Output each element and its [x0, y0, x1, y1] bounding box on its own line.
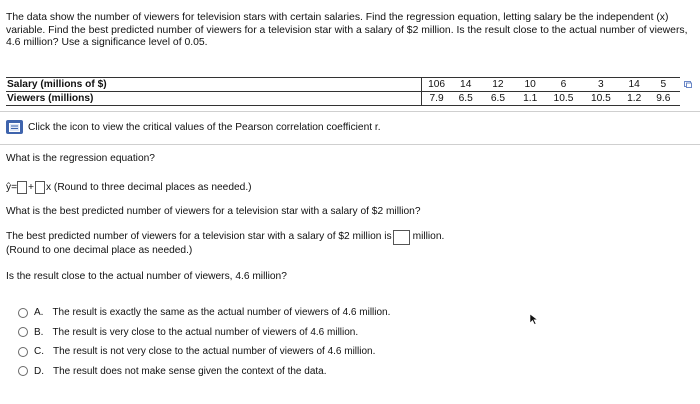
section-divider [0, 111, 700, 112]
viewers-row-label: Viewers (millions) [6, 92, 422, 106]
radio-a[interactable] [18, 308, 28, 318]
problem-statement: The data show the number of viewers for television stars with certain salaries. Find the regression equation, letting salary be the independent (x) variable. Find the best predicted number of viewers for a television star with a salary of $2 million. Is the result close to the actual number of viewers, 4.6 million? Use a significance level of 0.05. [6, 12, 688, 49]
prediction-input[interactable] [393, 230, 410, 245]
mouse-cursor-icon [529, 313, 539, 325]
plus-sign: + [28, 181, 34, 193]
data-table [6, 77, 680, 106]
salary-cell: 14 [451, 78, 480, 92]
answer-suffix: million. [412, 231, 445, 243]
intercept-input[interactable] [17, 181, 27, 194]
option-c[interactable] [18, 342, 390, 362]
answer-options [18, 303, 390, 381]
salary-cell: 14 [620, 78, 649, 92]
radio-d[interactable] [18, 366, 28, 376]
option-letter: A. [34, 307, 44, 319]
equals-sign: = [11, 181, 18, 193]
salary-cell: 5 [649, 78, 680, 92]
hint-row [6, 119, 381, 135]
viewers-cell: 1.2 [620, 92, 649, 106]
option-letter: D. [34, 365, 44, 377]
viewers-cell: 7.9 [422, 92, 452, 106]
salary-row-label: Salary (millions of $) [6, 78, 422, 92]
viewers-row [6, 92, 680, 106]
salary-cell: 3 [582, 78, 619, 92]
viewers-cell: 6.5 [451, 92, 480, 106]
radio-b[interactable] [18, 327, 28, 337]
prediction-answer-line [6, 230, 444, 245]
slope-input[interactable] [35, 181, 45, 194]
salary-cell: 6 [545, 78, 582, 92]
section-divider [0, 144, 700, 145]
option-text: The result does not make sense given the context of the data. [53, 365, 327, 377]
option-letter: C. [34, 346, 44, 358]
option-a[interactable] [18, 303, 390, 323]
question-comparison: Is the result close to the actual number of viewers, 4.6 million? [6, 271, 287, 282]
viewers-cell: 10.5 [545, 92, 582, 106]
option-d[interactable] [18, 362, 390, 382]
viewers-cell: 10.5 [582, 92, 619, 106]
radio-c[interactable] [18, 347, 28, 357]
y-hat-symbol: ŷ [6, 181, 12, 193]
critical-values-icon[interactable] [6, 120, 23, 134]
question-regression: What is the regression equation? [6, 153, 155, 164]
salary-cell: 10 [516, 78, 545, 92]
hint-text: Click the icon to view the critical values of the Pearson correlation coefficient r. [28, 121, 381, 133]
copy-data-icon[interactable] [684, 81, 692, 88]
prediction-answer-block [6, 230, 444, 258]
salary-row [6, 78, 680, 92]
option-b[interactable] [18, 323, 390, 343]
salary-cell: 12 [480, 78, 515, 92]
option-letter: B. [34, 326, 44, 338]
viewers-cell: 9.6 [649, 92, 680, 106]
answer-prefix: The best predicted number of viewers for a television star with a salary of $2 million is [6, 231, 392, 243]
viewers-cell: 1.1 [516, 92, 545, 106]
viewers-cell: 6.5 [480, 92, 515, 106]
option-text: The result is very close to the actual number of viewers of 4.6 million. [52, 326, 359, 338]
option-text: The result is exactly the same as the actual number of viewers of 4.6 million. [52, 307, 391, 319]
salary-cell: 106 [422, 78, 452, 92]
question-prediction: What is the best predicted number of viewers for a television star with a salary of $2 million? [6, 206, 421, 217]
round-note: (Round to one decimal place as needed.) [6, 245, 193, 256]
equation-x-note: x (Round to three decimal places as needed.) [46, 181, 252, 193]
regression-equation [6, 180, 252, 194]
option-text: The result is not very close to the actual number of viewers of 4.6 million. [53, 346, 376, 358]
